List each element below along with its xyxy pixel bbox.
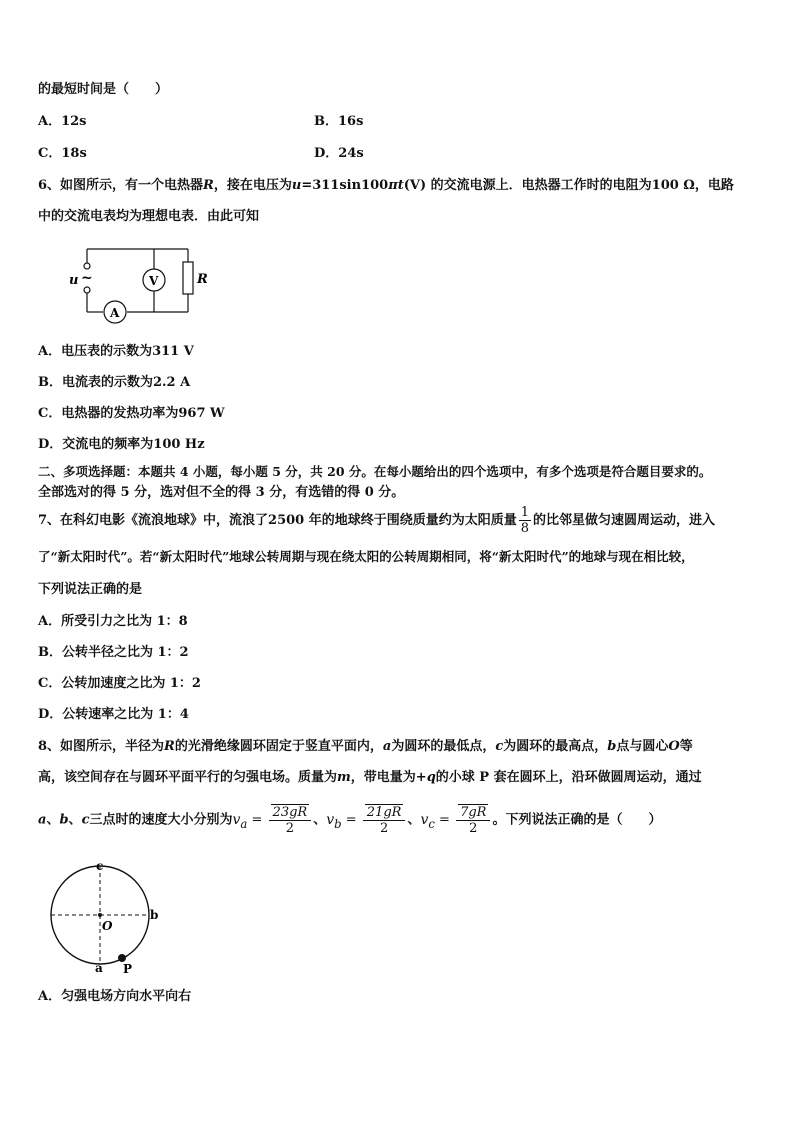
q7-stem-line3: 下列说法正确的是 xyxy=(38,582,143,597)
q8-va-symbol: $v_a$ xyxy=(232,811,248,831)
q8-va-fraction: $\frac{23gR}{2}$ xyxy=(269,804,312,836)
q6-circuit-figure xyxy=(60,244,220,328)
q5-option-d: D．24s xyxy=(314,146,364,161)
section2-line1: 二、多项选择题：本题共 4 小题，每小题 5 分，共 20 分。在每小题给出的四个选项中，有多个选项是符合题目要求的。 xyxy=(38,464,712,479)
q7-stem-line1: 7、在科幻电影《流浪地球》中，流浪了2500 年的地球终于围绕质量约为太阳质量 $\frac{1}{8}$ 的比邻星做匀速圆周运动，进入 xyxy=(38,505,716,536)
section2-line2: 全部选对的得 5 分，选对但不全的得 3 分，有选错的得 0 分。 xyxy=(38,485,405,500)
q6-option-b: B．电流表的示数为2.2 A xyxy=(38,375,191,390)
q8-fig-b-label: b xyxy=(150,908,159,922)
q7-option-d: D．公转速率之比为 1：4 xyxy=(38,707,189,722)
q5-option-b: B．16s xyxy=(314,114,364,129)
q6-fig-tilde: ~ xyxy=(81,270,93,286)
q7-stem-line2: 了“新太阳时代”。若“新太阳时代”地球公转周期与现在绕太阳的公转周期相同，将“新太阳时代”的地球与现在相比较， xyxy=(38,549,694,564)
q8-option-a: A．匀强电场方向水平向右 xyxy=(38,989,192,1004)
q5-stem-tail: 的最短时间是（ ） xyxy=(38,82,169,97)
q8-ring-figure xyxy=(38,860,168,975)
q6-option-c: C．电热器的发热功率为967 W xyxy=(38,406,225,421)
q6-stem-line1: 6、如图所示，有一个电热器R，接在电压为u=311sin100πt(V) 的交流电源上．电热器工作时的电阻为100 Ω，电路 xyxy=(38,178,734,193)
q8-vb-fraction: $\frac{21gR}{2}$ xyxy=(363,804,406,836)
q6-stem-line2: 中的交流电表均为理想电表．由此可知 xyxy=(38,209,260,224)
q8-fig-c-label: c xyxy=(96,860,104,873)
q8-fig-a-label: a xyxy=(95,961,103,975)
q5-option-c: C．18s xyxy=(38,146,87,161)
q8-fig-o-label: O xyxy=(102,919,113,933)
q6-fig-resistor-label: R xyxy=(197,272,208,287)
q8-stem-line3: a、b、c三点时的速度大小分别为$v_a$ = $\frac{23gR}{2}$ 、$v_b$ = $\frac{21gR}{2}$ 、$v_c$ = $\frac{7gR}{2}$ 。下列说法正确的是（ ） xyxy=(38,805,662,836)
q7-option-c: C．公转加速度之比为 1：2 xyxy=(38,676,201,691)
q6-option-a: A．电压表的示数为311 V xyxy=(38,344,194,359)
q6-fig-u-label: u xyxy=(69,273,79,288)
q8-vc-fraction: $\frac{7gR}{2}$ xyxy=(456,804,490,836)
q8-vb-symbol: $v_b$ xyxy=(326,811,342,831)
q6-option-d: D．交流电的频率为100 Hz xyxy=(38,437,205,452)
q8-stem-line2: 高，该空间存在与圆环平面平行的匀强电场。质量为m，带电量为+q的小球 P 套在圆环上，沿环做圆周运动，通过 xyxy=(38,770,702,785)
q5-option-a: A．12s xyxy=(38,114,87,129)
q8-vc-symbol: $v_c$ xyxy=(420,811,435,831)
q6-fig-ammeter-label: A xyxy=(110,306,120,320)
q7-option-b: B．公转半径之比为 1：2 xyxy=(38,645,189,660)
q8-fig-p-label: P xyxy=(123,962,133,975)
q7-fraction: $\frac{1}{8}$ xyxy=(520,505,530,536)
q7-option-a: A．所受引力之比为 1：8 xyxy=(38,614,188,629)
q8-stem-line1: 8、如图所示，半径为R的光滑绝缘圆环固定于竖直平面内，a为圆环的最低点，c为圆环的最高点，b点与圆心O等 xyxy=(38,739,693,754)
q6-fig-voltmeter-label: V xyxy=(149,274,159,288)
